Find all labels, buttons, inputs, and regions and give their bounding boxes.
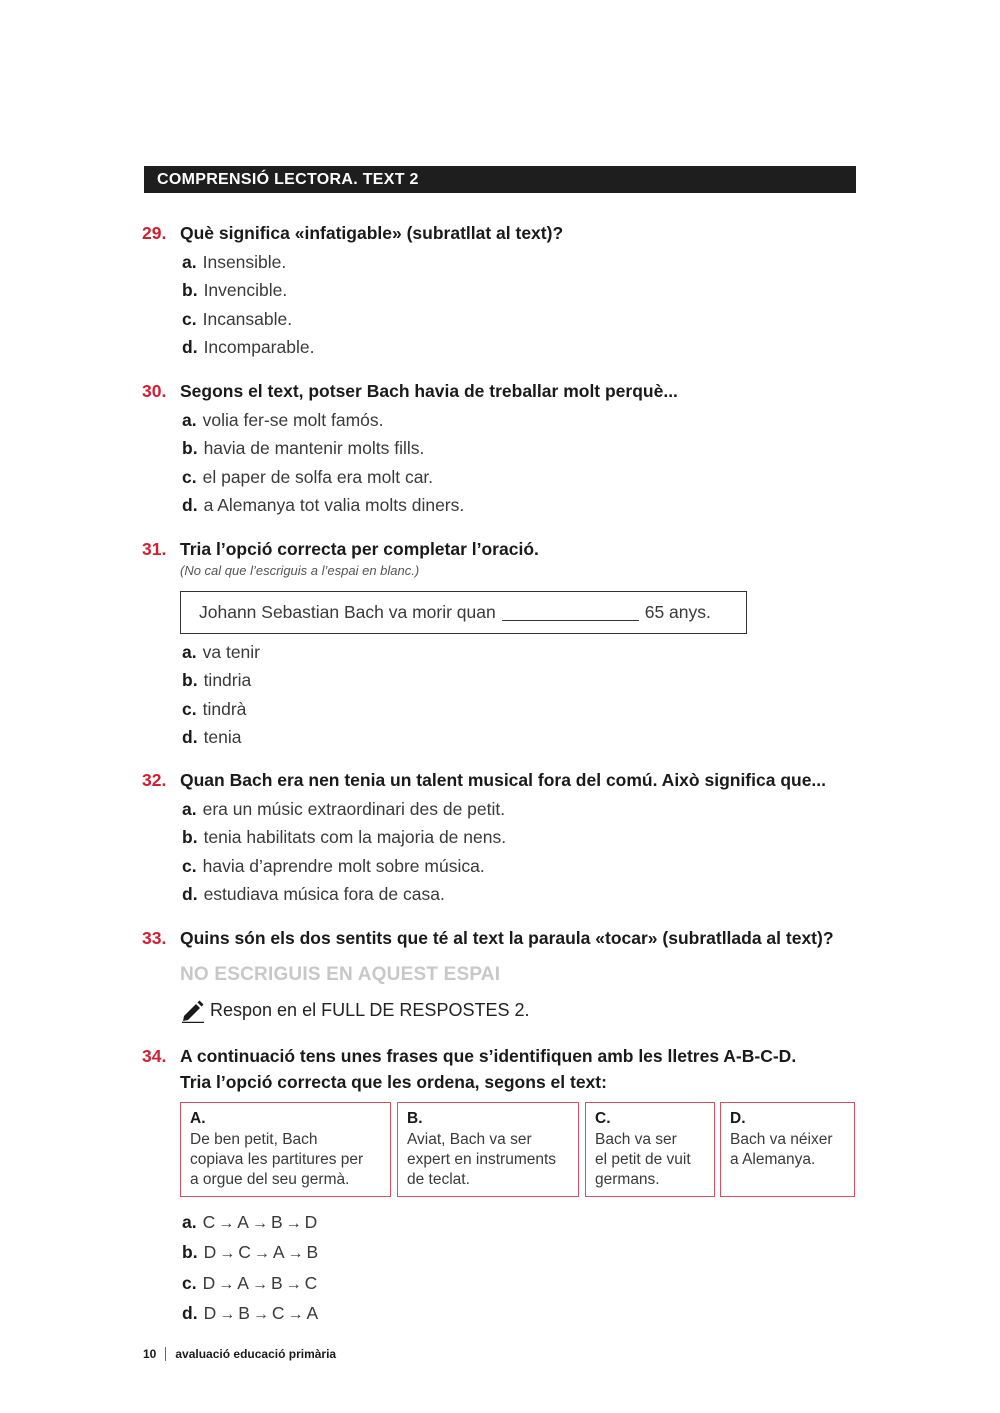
option-text: tindrà xyxy=(202,698,247,719)
statement-line: a orgue del seu germà. xyxy=(190,1171,350,1188)
seq-item: B xyxy=(238,1302,250,1323)
option-c[interactable] xyxy=(142,695,862,723)
option-text: era un músic extraordinari des de petit. xyxy=(202,799,506,819)
options-list xyxy=(142,406,862,519)
pencil-icon xyxy=(180,997,206,1023)
statement-line: Aviat, Bach va ser xyxy=(407,1131,532,1148)
question-text: Segons el text, potser Bach havia de treballar molt perquè... xyxy=(180,381,678,401)
question-text: Quan Bach era nen tenia un talent musical fora del comú. Això significa que... xyxy=(180,770,827,790)
question-29 xyxy=(142,220,862,361)
question-number: 31. xyxy=(142,539,167,559)
arrow-right-icon: → xyxy=(251,1215,268,1232)
option-b[interactable] xyxy=(142,1238,862,1268)
arrow-right-icon: → xyxy=(287,1305,304,1323)
option-text: va tenir xyxy=(202,642,260,662)
page-footer xyxy=(143,1347,336,1361)
option-letter: a. xyxy=(182,1212,197,1232)
arrow-right-icon: → xyxy=(219,1245,236,1263)
seq-item: B xyxy=(270,1272,283,1293)
option-d[interactable] xyxy=(142,880,862,908)
seq-item: B xyxy=(270,1212,283,1232)
seq-item: D xyxy=(203,1302,217,1323)
option-letter: b. xyxy=(182,670,198,691)
option-text: Incansable. xyxy=(202,308,293,329)
question-note: (No cal que l’escriguis a l’espai en blanc.) xyxy=(180,563,420,578)
option-text: havia d’aprendre molt sobre música. xyxy=(202,855,485,876)
option-text: tenia xyxy=(203,726,242,747)
page-number: 10 xyxy=(143,1347,157,1361)
seq-item: C xyxy=(304,1272,318,1293)
statement-line: a Alemanya. xyxy=(730,1151,816,1168)
option-d[interactable] xyxy=(142,1299,862,1329)
option-a[interactable] xyxy=(142,795,862,823)
sequence-options xyxy=(142,1208,862,1329)
option-letter: d. xyxy=(182,494,198,515)
question-number: 30. xyxy=(142,381,167,401)
statement-line: Bach va néixer xyxy=(730,1131,833,1148)
question-34-header xyxy=(142,1043,862,1069)
question-29-header xyxy=(142,220,862,246)
question-33 xyxy=(142,925,862,1023)
question-number: 29. xyxy=(142,223,167,243)
seq-item: A xyxy=(237,1212,249,1232)
option-b[interactable] xyxy=(142,434,862,462)
option-b[interactable] xyxy=(142,823,862,851)
question-number: 32. xyxy=(142,770,167,790)
footer-label: avaluació educació primària xyxy=(175,1347,337,1361)
option-letter: d. xyxy=(182,336,198,357)
option-letter: a. xyxy=(182,252,197,272)
option-d[interactable] xyxy=(142,723,862,751)
statement-line: expert en instruments xyxy=(407,1151,557,1168)
arrow-right-icon: → xyxy=(285,1275,302,1293)
option-text: Insensible. xyxy=(202,252,287,272)
option-letter: d. xyxy=(182,726,198,747)
arrow-right-icon: → xyxy=(218,1215,235,1232)
question-32-header xyxy=(142,767,862,793)
question-number: 33. xyxy=(142,928,167,948)
option-c[interactable] xyxy=(142,852,862,880)
answer-instruction xyxy=(142,997,862,1023)
option-letter: d. xyxy=(182,1302,198,1323)
sentence-box xyxy=(180,591,747,634)
question-text: Quins són els dos sentits que té al text la paraula «tocar» (subratllada al text)? xyxy=(180,928,834,948)
option-c[interactable] xyxy=(142,463,862,491)
arrow-right-icon: → xyxy=(219,1305,236,1323)
statement-line: germans. xyxy=(595,1171,660,1188)
sentence-end: 65 anys. xyxy=(644,602,711,622)
option-a[interactable] xyxy=(142,1208,862,1238)
question-31-header xyxy=(142,536,862,562)
statement-box-a xyxy=(180,1102,391,1197)
question-34-options xyxy=(142,1206,862,1329)
statement-letter: B. xyxy=(407,1110,423,1127)
statement-line: copiava les partitures per xyxy=(190,1151,364,1168)
option-c[interactable] xyxy=(142,305,862,333)
option-letter: a. xyxy=(182,410,197,430)
option-b[interactable] xyxy=(142,666,862,694)
option-letter: b. xyxy=(182,1242,198,1263)
question-31 xyxy=(142,536,862,580)
seq-item: D xyxy=(304,1212,318,1232)
statement-box-b xyxy=(397,1102,579,1197)
arrow-right-icon: → xyxy=(218,1275,235,1293)
arrow-right-icon: → xyxy=(253,1245,270,1263)
seq-item: A xyxy=(237,1272,249,1293)
option-letter: a. xyxy=(182,799,197,819)
option-a[interactable] xyxy=(142,638,862,666)
seq-item: D xyxy=(203,1242,217,1263)
statement-letter: A. xyxy=(190,1110,206,1127)
statement-line: el petit de vuit xyxy=(595,1151,691,1168)
question-text: Tria l’opció correcta per completar l’oració. xyxy=(180,539,539,559)
question-30-header xyxy=(142,378,862,404)
seq-item: A xyxy=(306,1302,319,1323)
no-write-notice: NO ESCRIGUIS EN AQUEST ESPAI xyxy=(180,964,501,985)
option-text: tindria xyxy=(203,670,252,691)
option-a[interactable] xyxy=(142,406,862,434)
statement-box-c xyxy=(585,1102,715,1197)
options-list xyxy=(142,248,862,361)
question-34 xyxy=(142,1043,862,1095)
statement-line: de teclat. xyxy=(407,1171,470,1188)
arrow-right-icon: → xyxy=(287,1245,304,1263)
seq-item: B xyxy=(306,1242,319,1263)
question-32 xyxy=(142,767,862,908)
option-text: Invencible. xyxy=(203,280,288,301)
option-letter: c. xyxy=(182,466,197,487)
question-text: Què significa «infatigable» (subratllat al text)? xyxy=(180,223,564,243)
option-letter: a. xyxy=(182,642,197,662)
question-text: A continuació tens unes frases que s’identifiquen amb les lletres A-B-C-D. xyxy=(180,1046,797,1066)
seq-item: C xyxy=(271,1302,285,1323)
statement-line: Bach va ser xyxy=(595,1131,677,1148)
option-d[interactable] xyxy=(142,491,862,519)
seq-item: C xyxy=(238,1242,251,1263)
option-text: Incomparable. xyxy=(203,336,315,357)
seq-item: A xyxy=(272,1242,285,1263)
option-letter: d. xyxy=(182,883,198,904)
question-31-options xyxy=(142,636,862,751)
option-d[interactable] xyxy=(142,333,862,361)
option-text: a Alemanya tot valia molts diners. xyxy=(203,494,465,515)
option-text: estudiava música fora de casa. xyxy=(203,883,445,904)
question-text-line2: Tria l’opció correcta que les ordena, segons el text: xyxy=(180,1072,607,1092)
option-letter: b. xyxy=(182,438,198,459)
option-text: volia fer-se molt famós. xyxy=(202,410,384,430)
option-letter: c. xyxy=(182,855,197,876)
option-text: tenia habilitats com la majoria de nens. xyxy=(203,827,507,848)
option-letter: c. xyxy=(182,308,197,329)
option-text: havia de mantenir molts fills. xyxy=(203,438,425,459)
blank-line xyxy=(502,604,639,621)
options-list xyxy=(142,638,862,751)
statement-letter: D. xyxy=(730,1110,746,1127)
option-letter: b. xyxy=(182,280,198,301)
seq-item: C xyxy=(202,1212,216,1232)
answer-instruction-text: Respon en el FULL DE RESPOSTES 2. xyxy=(210,999,530,1020)
sentence-start: Johann Sebastian Bach va morir quan xyxy=(199,602,496,622)
seq-item: D xyxy=(202,1272,216,1293)
statement-box-d xyxy=(720,1102,855,1197)
statement-letter: C. xyxy=(595,1110,611,1127)
question-30 xyxy=(142,378,862,519)
statement-line: De ben petit, Bach xyxy=(190,1131,318,1148)
option-text: el paper de solfa era molt car. xyxy=(202,466,434,487)
footer-divider xyxy=(165,1347,166,1361)
option-letter: c. xyxy=(182,1272,197,1293)
question-33-header xyxy=(142,925,862,951)
question-number: 34. xyxy=(142,1046,167,1066)
option-letter: c. xyxy=(182,698,197,719)
arrow-right-icon: → xyxy=(252,1305,269,1323)
arrow-right-icon: → xyxy=(285,1215,302,1232)
option-c[interactable] xyxy=(142,1269,862,1299)
section-title: COMPRENSIÓ LECTORA. TEXT 2 xyxy=(144,166,856,193)
option-a[interactable] xyxy=(142,248,862,276)
option-letter: b. xyxy=(182,827,198,848)
arrow-right-icon: → xyxy=(251,1275,268,1293)
options-list xyxy=(142,795,862,908)
option-b[interactable] xyxy=(142,276,862,304)
